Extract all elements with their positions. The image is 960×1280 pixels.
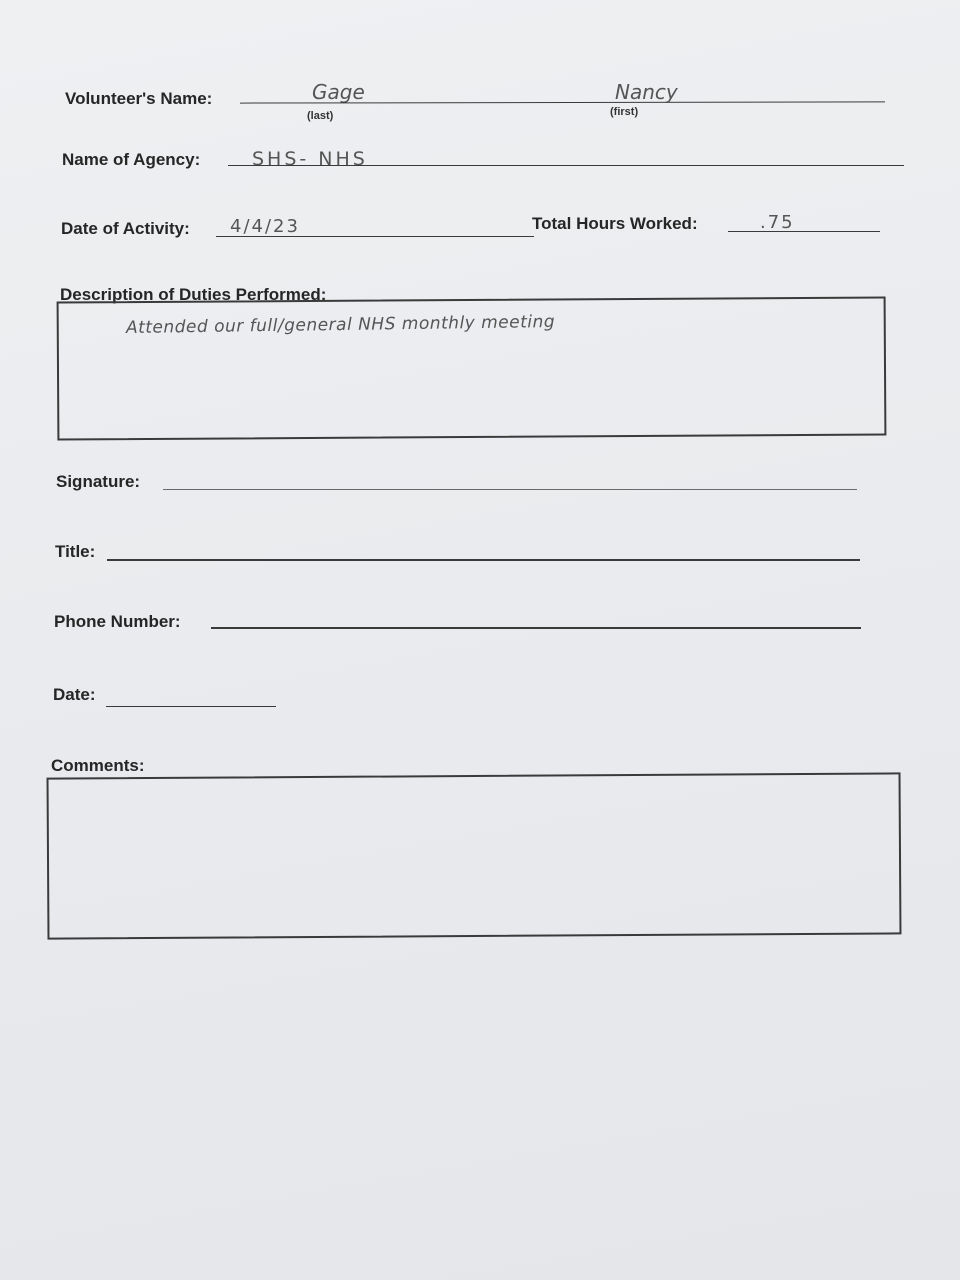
date-of-activity-label: Date of Activity: bbox=[61, 219, 190, 238]
date-line[interactable] bbox=[106, 706, 276, 707]
agency-line bbox=[228, 165, 904, 166]
volunteer-last-name-value[interactable]: Gage bbox=[312, 80, 365, 104]
first-caption: (first) bbox=[610, 106, 639, 118]
phone-number-label: Phone Number: bbox=[54, 612, 181, 631]
title-line[interactable] bbox=[107, 559, 860, 561]
duties-label: Description of Duties Performed: bbox=[60, 285, 327, 304]
total-hours-value[interactable]: .75 bbox=[760, 212, 795, 233]
date-of-activity-value[interactable]: 4/4/23 bbox=[230, 216, 300, 237]
title-label: Title: bbox=[55, 542, 96, 561]
total-hours-label: Total Hours Worked: bbox=[532, 214, 698, 233]
signature-line[interactable] bbox=[163, 489, 857, 490]
last-caption: (last) bbox=[307, 110, 334, 122]
comments-label: Comments: bbox=[51, 756, 145, 775]
signature-label: Signature: bbox=[56, 472, 141, 491]
total-hours-line bbox=[728, 231, 880, 232]
volunteer-name-label: Volunteer's Name: bbox=[65, 89, 213, 108]
volunteer-first-name-value[interactable]: Nancy bbox=[615, 80, 678, 104]
comments-box[interactable] bbox=[47, 772, 902, 939]
agency-label: Name of Agency: bbox=[62, 150, 201, 169]
phone-number-line[interactable] bbox=[211, 627, 861, 629]
duties-value[interactable]: Attended our full/general NHS monthly meeting bbox=[125, 312, 556, 338]
agency-value[interactable]: SHS- NHS bbox=[252, 148, 368, 170]
date-label: Date: bbox=[53, 685, 96, 704]
volunteer-name-line bbox=[240, 101, 885, 103]
date-of-activity-line bbox=[216, 236, 534, 237]
